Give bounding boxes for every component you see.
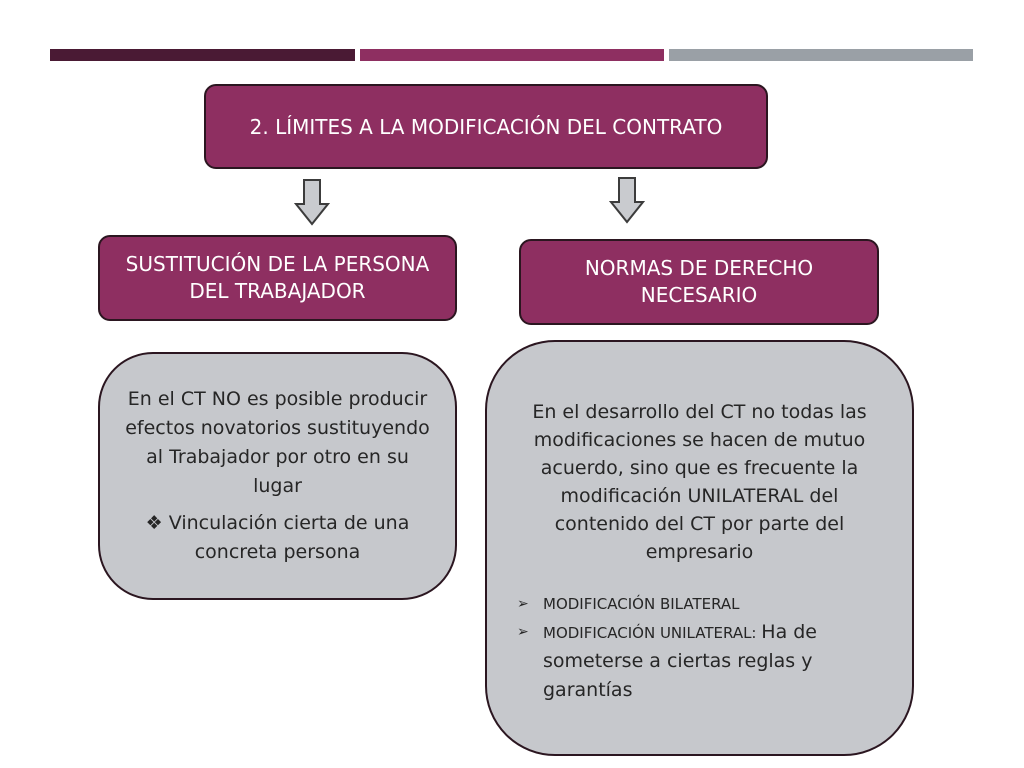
left-bullet	[146, 509, 410, 567]
right-content-box	[485, 340, 914, 756]
left-header-line: SUSTITUCIÓN DE LA PERSONA	[125, 252, 430, 276]
left-body-line: al Trabajador por otro en su	[146, 446, 409, 468]
list-item	[517, 618, 882, 705]
left-content-box	[98, 352, 457, 600]
down-arrow-left-icon	[294, 178, 330, 226]
down-arrow-right-icon	[609, 176, 645, 224]
title-box	[204, 84, 768, 169]
right-body-line: empresario	[645, 541, 754, 563]
right-body-line: En el desarrollo del CT no todas las	[532, 401, 867, 423]
accent-bar-grey	[669, 49, 973, 61]
right-body-line: contenido del CT por parte del	[554, 513, 845, 535]
left-body-line: En el CT NO es posible producir	[127, 388, 428, 410]
list-item-label: MODIFICACIÓN UNILATERAL:	[543, 624, 757, 642]
accent-bar-maroon	[360, 49, 664, 61]
title-text: 2. LÍMITES A LA MODIFICACIÓN DEL CONTRATO	[249, 114, 723, 139]
arrow-bullet-icon: ➢	[517, 596, 529, 612]
diamond-bullet-icon: ❖	[145, 512, 163, 534]
left-body-line: efectos novatorios sustituyendo	[125, 417, 430, 439]
right-body-line: acuerdo, sino que es frecuente la	[540, 457, 859, 479]
right-header-line: NORMAS DE DERECHO	[584, 256, 814, 280]
list-item-label: MODIFICACIÓN BILATERAL	[543, 595, 740, 613]
list-item	[517, 590, 882, 618]
left-bullet-line: concreta persona	[194, 541, 361, 563]
left-header-box	[98, 235, 457, 321]
left-header-line: DEL TRABAJADOR	[189, 279, 366, 303]
left-body-line: lugar	[253, 475, 302, 497]
right-body-line: modificaciones se hacen de mutuo	[533, 429, 866, 451]
right-header-line: NECESARIO	[640, 283, 758, 307]
right-header-box	[519, 239, 879, 325]
right-list	[517, 590, 882, 705]
arrow-bullet-icon: ➢	[517, 624, 529, 640]
list-item-text: Ha de someterse a ciertas reglas y garantías	[543, 621, 818, 701]
accent-bar-dark	[50, 49, 355, 61]
right-body-line: modificación UNILATERAL del	[560, 485, 839, 507]
left-bullet-line: Vinculación cierta de una	[168, 512, 410, 534]
